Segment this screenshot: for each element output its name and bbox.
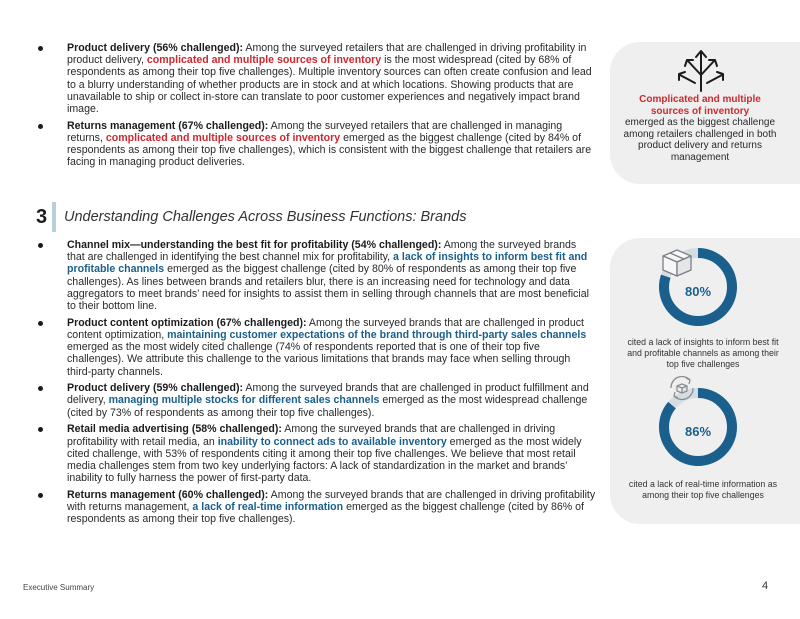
brand-bullet-list [36,239,596,530]
bullet-text: emerged as the most widely cited challenge (74% of respondents reported that is one of their top five challenges). We attribute this challenge to the various limitations that brands may face when selling through third-party channels. [67,341,571,378]
bullet-lead: Channel mix—understanding the best fit for profitability (54% challenged): [67,239,442,251]
bullet-highlight: complicated and multiple sources of inventory [146,54,382,67]
bullet-dot [38,493,43,498]
bullet-lead: Product delivery (56% challenged): [67,42,244,54]
bullet-highlight: maintaining customer expectations of the brand through third-party sales channels [167,328,587,341]
bullet-highlight: complicated and multiple sources of inventory [105,131,341,144]
bullet-text: Among the surveyed brands that are challenged in product fulfillment and delivery, [67,382,589,407]
bullet-dot [38,427,43,432]
bullet-text: emerged as the most widespread challenge (cited by 73% of respondents as among their top five challenges). [67,394,588,419]
callout-text [622,94,778,164]
callout-highlight: Complicated and multiple sources of inventory [639,94,761,117]
bullet-text: Among the surveyed brands that are challenged in product content optimization, [67,316,584,341]
bullet-text: is the most widespread (cited by 68% of respondents as among their top five challenges). Multiple inventory sources can often create confusion and lead to a blurry understanding of whether products are in stock and at which locations. Showing products that are unavailable to ship or collect in-store can translate to poor customer experiences and negatively impact brand image. [67,54,592,116]
retailer-bullet-list [36,42,596,173]
stat-value: 86% [684,424,712,439]
bullet-retail-media [36,423,596,484]
callout-body: emerged as the biggest challenge among retailers challenged in both product delivery and returns management [623,117,777,163]
bullet-lead: Product delivery (59% challenged): [67,382,244,395]
bullet-text: Among the surveyed brands that are challenged in driving profitability with returns management, [67,488,596,514]
bullet-returns-management-retailers [36,120,596,169]
stat-caption: cited a lack of insights to inform best fit and profitable channels as among their top five challenges [627,337,779,369]
bullet-dot [38,124,43,129]
stat-caption: cited a lack of real-time information as among their top five challenges [628,479,778,500]
bullet-text: Among the surveyed retailers that are challenged in managing returns, [67,119,563,144]
bullet-highlight: inability to connect ads to available inventory [217,435,447,448]
bullet-lead: Retail media advertising (58% challenged): [67,423,282,436]
bullet-dot [38,46,43,51]
heading-divider [52,202,56,232]
bullet-highlight: managing multiple stocks for different sales channels [108,394,380,407]
bullet-channel-mix [36,239,596,312]
bullet-highlight: a lack of real-time information [192,501,344,514]
bullet-highlight: a lack of insights to inform best fit and profitable channels [67,251,588,276]
bullet-returns-management-brands [36,489,596,526]
box-icon [660,246,694,278]
bullet-product-delivery-retailers [36,42,596,115]
stat-value: 80% [684,284,712,299]
bullet-dot [38,243,43,248]
page-number: 4 [762,580,769,592]
bullet-text: Among the surveyed brands that are challenged in identifying the best channel mix for profitability, [67,239,577,264]
bullet-lead: Returns management (67% challenged): [67,119,269,132]
bullet-lead: Returns management (60% challenged): [67,488,269,501]
bullet-lead: Product content optimization (67% challenged): [67,316,307,329]
bullet-text: Among the surveyed retailers that are challenged in driving profitability in product delivery, [67,42,587,67]
bullet-text: emerged as the most widely cited challenge, with 53% of respondents citing it among their top five challenges. We believe that most retail media challenges stem from two key underlying factors: A lack of standardization in the market and brands’ inability to fully harness the power of first-party data. [67,435,582,485]
bullet-dot [38,386,43,391]
bullet-text: emerged as the biggest challenge (cited by 84% of respondents as among their top five challenges), which is consistent with the biggest challenge that retailers are facing in managing product deliveries. [67,131,592,169]
section-number: 3 [36,205,48,228]
split-arrows-icon [676,47,726,93]
section-heading [36,202,466,232]
box-refresh-icon [666,372,698,404]
bullet-product-delivery-brands [36,382,596,419]
footer-label: Executive Summary [23,583,95,592]
bullet-product-content [36,317,596,378]
bullet-text: emerged as the biggest challenge (cited by 86% of respondents as among their top five challenges). [67,501,584,526]
section-title: Understanding Challenges Across Business Functions: Brands [64,209,467,225]
bullet-text: emerged as the biggest challenge (cited by 80% of respondents as among their top five challenges). As lines between brands and retailers blur, there is an increasing need for technology and data aggregators to meet brands’ need for insights to assist them in selling through channels that are most beneficial to their bottom line. [67,263,589,313]
bullet-dot [38,321,43,326]
bullet-text: Among the surveyed brands that are challenged in driving profitability with retail media, an [67,423,556,448]
